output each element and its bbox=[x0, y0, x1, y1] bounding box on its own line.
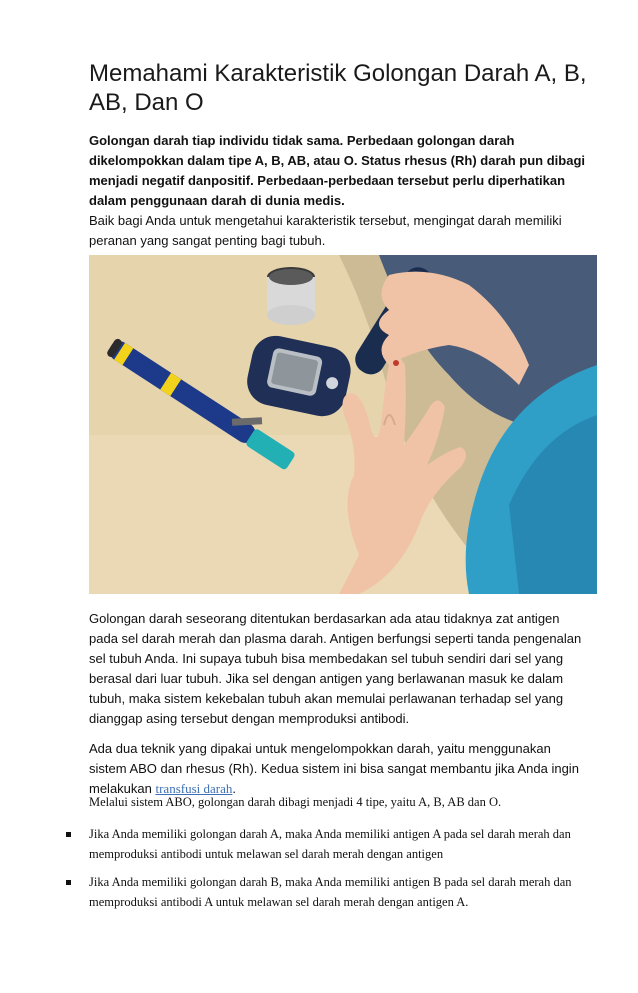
intro-paragraph: Baik bagi Anda untuk mengetahui karakteristik tersebut, mengingat darah memiliki peranan yang sangat penting bagi tubuh. bbox=[89, 213, 562, 248]
list-item-text: Jika Anda memiliki golongan darah A, maka Anda memiliki antigen A pada sel darah merah dan memproduksi antibodi untuk melawan sel darah merah dengan antigen bbox=[89, 827, 571, 861]
antigen-paragraph: Golongan darah seseorang ditentukan berdasarkan ada atau tidaknya zat antigen pada sel darah merah dan plasma darah. Antigen berfungsi seperti tanda pengenalan sel tubuh Anda. Ini supaya tubuh bisa membedakan sel tubuh sendiri dari sel yang berasal dari luar tubuh. Jika sel dengan antigen yang berlawanan masuk ke dalam tubuh, maka sistem kekebalan tubuh akan memulai perlawanan terhadap sel yang dianggap asing tersebut dengan memproduksi antibodi. bbox=[89, 611, 582, 726]
list-item-text: Jika Anda memiliki golongan darah B, maka Anda memiliki antigen B pada sel darah merah dan memproduksi antibodi A untuk melawan sel darah merah dengan antigen A. bbox=[89, 875, 572, 909]
technique-paragraph bbox=[89, 739, 589, 799]
technique-end: . bbox=[232, 781, 236, 796]
bullet-square-icon bbox=[66, 880, 71, 885]
lead-paragraph: Golongan darah tiap individu tidak sama. Perbedaan golongan darah dikelompokkan dalam tipe A, B, AB, atau O. Status rhesus (Rh) darah pun dibagi menjadi negatif danpositif. Perbedaan-perbedaan tersebut perlu diperhatikan dalam penggunaan darah di dunia medis. bbox=[89, 133, 585, 208]
bullet-square-icon bbox=[66, 832, 71, 837]
list-item bbox=[0, 872, 589, 912]
transfusion-link[interactable]: transfusi darah bbox=[155, 781, 233, 796]
abo-system-line: Melalui sistem ABO, golongan darah dibagi menjadi 4 tipe, yaitu A, B, AB dan O. bbox=[89, 795, 502, 809]
blood-type-list bbox=[0, 824, 638, 920]
list-item bbox=[0, 824, 589, 864]
blood-glucose-test-photo bbox=[89, 255, 597, 594]
page-title: Memahami Karakteristik Golongan Darah A, B, AB, Dan O bbox=[89, 60, 587, 116]
technique-text: Ada dua teknik yang dipakai untuk mengelompokkan darah, yaitu menggunakan sistem ABO dan rhesus (Rh). Kedua sistem ini bisa sangat membantu jika Anda ingin melakukan bbox=[89, 741, 579, 796]
